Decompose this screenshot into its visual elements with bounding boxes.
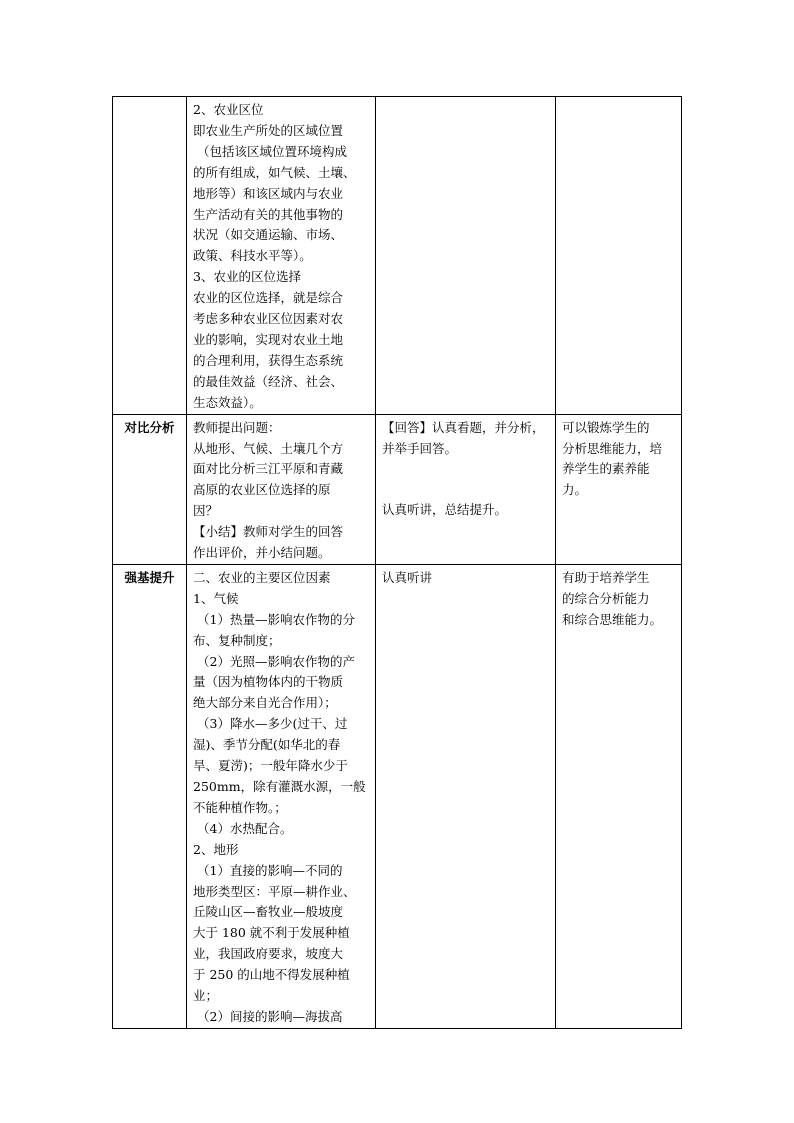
teacher-activity-cell: [187, 564, 376, 1028]
teacher-activity-cell: [187, 414, 376, 564]
table-row: [113, 414, 682, 564]
text-line: 因？: [193, 503, 219, 519]
text-line: 生产活动有关的其他事物的: [193, 206, 344, 222]
text-line: 2、农业区位: [193, 102, 264, 117]
stage-cell: [113, 97, 187, 415]
student-activity-cell: [376, 414, 556, 564]
text-line: 高原的农业区位选择的原: [193, 482, 331, 498]
text-line: 地形类型区：平原—耕作业、: [193, 883, 356, 899]
text-line: （包括该区域位置环境构成: [197, 143, 348, 159]
text-line: （3）降水—多少(过干、过: [197, 716, 348, 732]
text-line: 绝大部分来自光合作用）；: [193, 695, 337, 711]
text-line: （1）直接的影响—不同的: [197, 862, 343, 878]
text-line: 二、农业的主要区位因素: [193, 569, 331, 585]
design-intent-cell: [556, 97, 682, 415]
lesson-plan-table: [112, 96, 682, 1029]
text-line: 的合理利用，获得生态系统: [193, 352, 344, 368]
text-line: 旱、夏涝)；一般年降水少于: [193, 758, 348, 774]
text-line: 生态效益）。: [193, 394, 262, 410]
text-line: 的所有组成，如气候、土壤、: [193, 164, 356, 180]
text-line: （1）热量—影响农作物的分: [197, 611, 355, 627]
text-line: 教师提出问题：: [193, 419, 281, 435]
stage-cell: 对比分析: [113, 414, 187, 564]
teacher-activity-cell: [187, 97, 376, 415]
text-line: 地形等）和该区域内与农业: [193, 185, 344, 201]
student-activity-cell: [376, 97, 556, 415]
text-line: 状况（如交通运输、市场、: [193, 227, 344, 243]
text-line: 湿)、季节分配(如华北的春: [193, 737, 341, 753]
text-line: 丘陵山区—畜牧业—般坡度: [193, 904, 344, 920]
text-line: 业；: [193, 988, 219, 1004]
design-intent-cell: [556, 564, 682, 1028]
student-summary-block: [382, 500, 549, 521]
text-line: 并举手回答。: [382, 440, 458, 456]
text-line: 和综合思维能力。: [562, 611, 663, 627]
text-line: 的最佳效益（经济、社会、: [193, 373, 344, 389]
text-line: 作出评价，并小结问题。: [193, 545, 331, 561]
text-line: 量（因为植物体内的干物质: [193, 674, 344, 690]
text-line: 【小结】教师对学生的回答: [193, 524, 344, 540]
stage-cell: 强基提升: [113, 564, 187, 1028]
text-line: 力。: [562, 482, 588, 498]
student-activity-cell: [376, 564, 556, 1028]
text-line: （2）间接的影响—海拔高: [197, 1008, 343, 1024]
text-line: 布、复种制度；: [193, 632, 281, 648]
table-row: [113, 564, 682, 1028]
design-intent-cell: [556, 414, 682, 564]
text-line: 从地形、气候、土壤几个方: [193, 440, 344, 456]
text-line: 业，我国政府要求，坡度大: [193, 946, 344, 962]
text-line: 面对比分析三江平原和青藏: [193, 461, 344, 477]
text-line: 即农业生产所处的区域位置: [193, 122, 344, 138]
text-line: 政策、科技水平等）。: [193, 248, 312, 264]
text-line: 【回答】认真看题，并分析，: [382, 419, 545, 435]
text-line: （2）光照—影响农作物的产: [197, 653, 355, 669]
table-row: [113, 97, 682, 415]
text-line: 的综合分析能力: [562, 590, 650, 606]
student-answer-block: [382, 418, 549, 460]
text-line: 农业的区位选择，就是综合: [193, 290, 344, 306]
text-line: 大于 180 就不利于发展种植: [193, 925, 350, 941]
text-line: 不能种植作物。；: [193, 799, 287, 815]
text-line: 250mm，除有灌溉水源，一般: [193, 779, 366, 794]
text-line: 于 250 的山地不得发展种植: [193, 967, 350, 983]
text-line: 考虑多种农业区位因素对农: [193, 311, 344, 327]
text-line: 认真听讲，总结提升。: [382, 502, 508, 518]
text-line: 有助于培养学生: [562, 569, 650, 585]
text-line: 业的影响，实现对农业土地: [193, 331, 344, 347]
text-line: 3、农业的区位选择: [193, 269, 301, 285]
text-line: 可以锻炼学生的: [562, 419, 650, 435]
text-line: 2、地形: [193, 841, 239, 857]
text-line: 认真听讲: [382, 569, 433, 585]
text-line: （4）水热配合。: [197, 820, 293, 836]
text-line: 1、气候: [193, 590, 239, 606]
text-line: 养学生的素养能: [562, 461, 650, 477]
text-line: 分析思维能力，培: [562, 440, 663, 456]
